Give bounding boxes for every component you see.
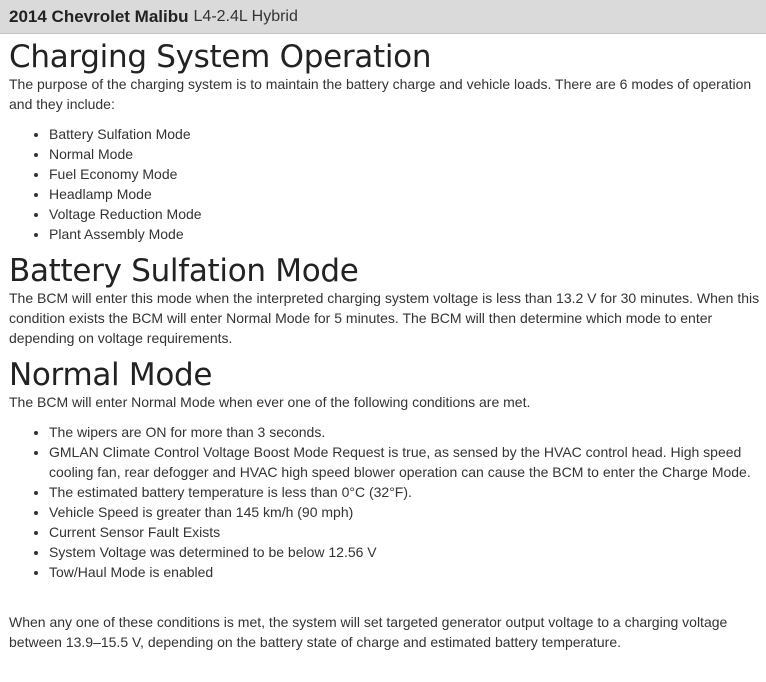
conditions-list — [9, 422, 762, 582]
vehicle-header — [0, 0, 766, 34]
list-item: • The wipers are ON for more than 3 seconds. — [49, 422, 762, 442]
engine-spec: L4-2.4L Hybrid — [193, 7, 298, 25]
vehicle-name: 2014 Chevrolet Malibu — [9, 6, 189, 26]
list-item: • Battery Sulfation Mode — [49, 124, 762, 144]
list-item: • Voltage Reduction Mode — [49, 204, 762, 224]
section-charging-system-operation — [9, 40, 762, 244]
list-item: • GMLAN Climate Control Voltage Boost Mode Request is true, as sensed by the HVAC control head. High speed cooling fan, rear defogger and HVAC high speed blower operation can cause the BCM to enter the Charge Mode. — [49, 442, 762, 482]
section-title: Charging System Operation — [9, 39, 432, 75]
modes-list — [9, 124, 762, 244]
list-item: • Vehicle Speed is greater than 145 km/h (90 mph) — [49, 502, 762, 522]
document-body — [0, 40, 766, 652]
list-item: • System Voltage was determined to be below 12.56 V — [49, 542, 762, 562]
section-battery-sulfation-mode — [9, 254, 762, 348]
list-item: • The estimated battery temperature is less than 0°C (32°F). — [49, 482, 762, 502]
list-item: • Current Sensor Fault Exists — [49, 522, 762, 542]
closing-paragraph: When any one of these conditions is met, the system will set targeted generator output voltage to a charging voltage between 13.9–15.5 V, depending on the battery state of charge and estimated battery temperature. — [9, 614, 728, 650]
list-item: • Headlamp Mode — [49, 184, 762, 204]
list-item: • Tow/Haul Mode is enabled — [49, 562, 762, 582]
section-intro: The BCM will enter Normal Mode when ever one of the following conditions are met. — [9, 394, 531, 410]
section-intro: The purpose of the charging system is to maintain the battery charge and vehicle loads. There are 6 modes of operation and they include: — [9, 76, 752, 112]
section-normal-mode — [9, 358, 762, 652]
section-intro: The BCM will enter this mode when the interpreted charging system voltage is less than 13.2 V for 30 minutes. When this condition exists the BCM will enter Normal Mode for 5 minutes. The BCM will then determine which mode to enter depending on voltage requirements. — [9, 290, 760, 346]
list-item: • Normal Mode — [49, 144, 762, 164]
list-item: • Fuel Economy Mode — [49, 164, 762, 184]
section-title: Battery Sulfation Mode — [9, 253, 359, 289]
section-title: Normal Mode — [9, 357, 213, 393]
list-item: • Plant Assembly Mode — [49, 224, 762, 244]
